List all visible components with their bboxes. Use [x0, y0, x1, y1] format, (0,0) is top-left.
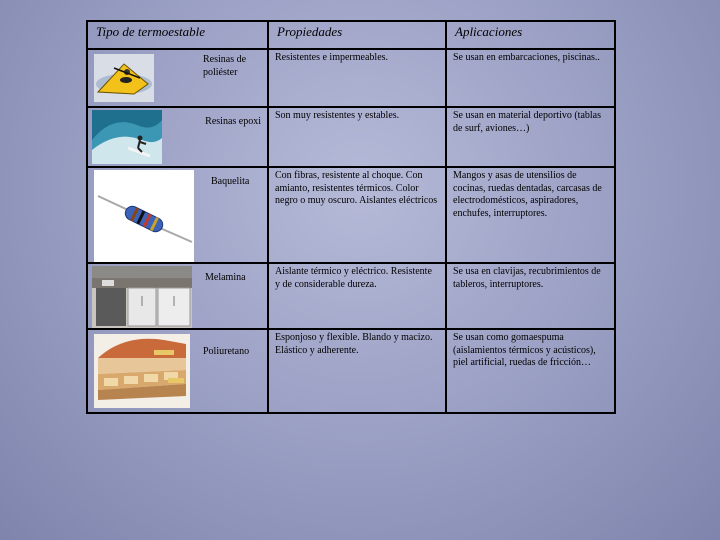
type-cell	[87, 329, 268, 413]
type-label: Baquelita	[211, 176, 250, 187]
applications-cell: Mangos y asas de utensilios de cocinas, ruedas dentadas, carcasas de electrodomésticos, aspiradores, enchufes, interruptores.	[446, 167, 615, 263]
table-row	[87, 167, 615, 263]
properties-cell: Con fibras, resistente al choque. Con amianto, resistentes térmicos. Color negro o muy oscuro. Aislantes eléctricos	[268, 167, 446, 263]
properties-cell: Son muy resistentes y estables.	[268, 107, 446, 167]
type-cell	[87, 167, 268, 263]
type-label: Poliuretano	[203, 346, 250, 357]
properties-cell: Aislante térmico y eléctrico. Resistente y de considerable dureza.	[268, 263, 446, 329]
kayak-photo	[94, 54, 154, 102]
applications-cell: Se usan en embarcaciones, piscinas..	[446, 49, 615, 107]
foam-insulation-photo	[94, 334, 190, 408]
header-row	[87, 21, 615, 49]
applications-cell: Se usan en material deportivo (tablas de surf, aviones…)	[446, 107, 615, 167]
properties-cell: Resistentes e impermeables.	[268, 49, 446, 107]
table-row	[87, 329, 615, 413]
type-cell	[87, 263, 268, 329]
type-label: Resinas de poliéster	[203, 54, 247, 78]
header-properties: Propiedades	[268, 21, 446, 49]
header-type: Tipo de termoestable	[87, 21, 268, 49]
type-cell	[87, 107, 268, 167]
type-label: Resinas epoxi	[205, 116, 261, 127]
header-applications: Aplicaciones	[446, 21, 615, 49]
table-row	[87, 107, 615, 167]
applications-cell: Se usan como gomaespuma (aislamientos térmicos y acústicos), piel artificial, ruedas de fricción…	[446, 329, 615, 413]
table-row	[87, 49, 615, 107]
applications-cell: Se usa en clavijas, recubrimientos de tableros, interruptores.	[446, 263, 615, 329]
properties-cell: Esponjoso y flexible. Blando y macizo. Elástico y adherente.	[268, 329, 446, 413]
type-cell	[87, 49, 268, 107]
table-row	[87, 263, 615, 329]
resistor-photo	[94, 170, 194, 262]
type-label: Melamina	[205, 272, 246, 283]
thermoset-table	[86, 20, 616, 414]
kitchen-photo	[92, 266, 192, 328]
surfer-photo	[92, 110, 162, 164]
